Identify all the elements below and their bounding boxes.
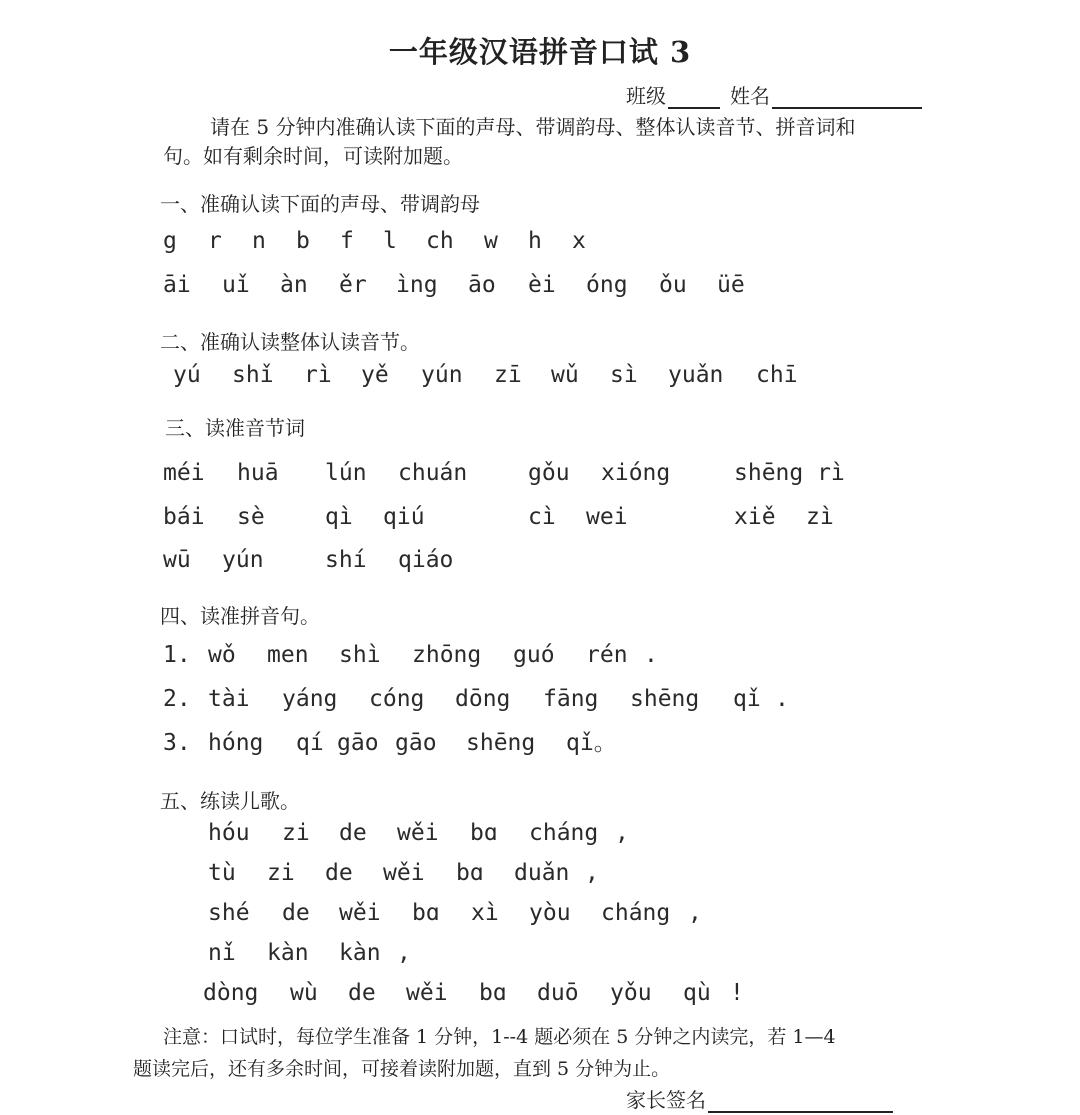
- class-blank[interactable]: [668, 85, 720, 109]
- initial-item: ch: [426, 228, 454, 254]
- rhyme-word: wù: [290, 980, 318, 1006]
- note-line-1: 注意：口试时，每位学生准备 1 分钟，1--4 题必须在 5 分钟之内读完，若 1—4: [163, 1026, 836, 1048]
- note-line-2: 题读完后，还有多余时间，可接着读附加题，直到 5 分钟为止。: [133, 1058, 671, 1080]
- final-item: óng: [586, 272, 628, 298]
- rhyme-word: bɑ: [456, 860, 484, 886]
- finals-row: [0, 270, 1080, 300]
- initial-item: h: [528, 228, 542, 254]
- rhyme-word: cháng: [601, 900, 671, 926]
- word-item: bái: [163, 504, 205, 530]
- rhyme-word: wěi: [406, 980, 448, 1006]
- word-row: [0, 545, 1080, 575]
- sentence-number: 3.: [163, 730, 191, 756]
- sentence-word: qǐ: [733, 686, 761, 712]
- rhyme-word: ,: [688, 900, 702, 926]
- rhyme-word: bɑ: [470, 820, 498, 846]
- word-item: sè: [237, 504, 265, 530]
- sentence-number: 2.: [163, 686, 191, 712]
- final-item: üē: [717, 272, 745, 298]
- class-name-line: [626, 80, 922, 109]
- rhyme-word: bɑ: [412, 900, 440, 926]
- syllable-item: wǔ: [551, 362, 579, 388]
- word-item: chuán: [398, 460, 468, 486]
- word-item: yún: [222, 547, 264, 573]
- word-item: méi: [163, 460, 205, 486]
- sentence-word: .: [644, 642, 658, 668]
- word-item: shí: [325, 547, 367, 573]
- rhyme-word: ,: [585, 860, 599, 886]
- rhyme-word: de: [339, 820, 367, 846]
- sentence-word: wǒ: [208, 642, 236, 668]
- initials-row: [0, 226, 1080, 256]
- rhyme-word: duǎn: [514, 860, 570, 886]
- word-item: gǒu: [528, 460, 570, 486]
- sentence-number: 1.: [163, 642, 191, 668]
- syllable-item: chī: [756, 362, 798, 388]
- sentence-row: [0, 684, 1080, 714]
- rhyme-word: dòng: [203, 980, 259, 1006]
- section4-heading: 四、读准拼音句。: [160, 604, 320, 628]
- rhyme-word: bɑ: [479, 980, 507, 1006]
- word-item: wū: [163, 547, 191, 573]
- rhyme-word: ,: [397, 940, 411, 966]
- final-item: èi: [528, 272, 556, 298]
- initial-item: x: [572, 228, 586, 254]
- sentence-word: zhōng: [412, 642, 482, 668]
- rhyme-word: cháng: [529, 820, 599, 846]
- final-item: àn: [280, 272, 308, 298]
- sentence-word: qǐ。: [566, 730, 617, 756]
- sentence-row: [0, 640, 1080, 670]
- rhyme-line: [0, 818, 1080, 848]
- parent-signature: [626, 1084, 893, 1113]
- rhyme-word: hóu: [208, 820, 250, 846]
- section1-heading: 一、准确认读下面的声母、带调韵母: [160, 192, 480, 216]
- syllable-item: yún: [421, 362, 463, 388]
- sentence-word: guó: [513, 642, 555, 668]
- rhyme-word: de: [348, 980, 376, 1006]
- initial-item: n: [252, 228, 266, 254]
- rhyme-word: yòu: [529, 900, 571, 926]
- word-item: xióng: [601, 460, 671, 486]
- rhyme-word: wěi: [397, 820, 439, 846]
- initial-item: r: [208, 228, 222, 254]
- rhyme-line: [0, 938, 1080, 968]
- initial-item: g: [163, 228, 177, 254]
- rhyme-word: !: [730, 980, 744, 1006]
- word-item: xiě: [734, 504, 776, 530]
- sentence-word: fāng: [543, 686, 599, 712]
- page-title: 一年级汉语拼音口试 3: [388, 35, 692, 69]
- word-item: qiáo: [398, 547, 454, 573]
- syllable-item: zī: [494, 362, 522, 388]
- intro-line-2: 句。如有剩余时间，可读附加题。: [163, 144, 463, 168]
- section5-heading: 五、练读儿歌。: [160, 789, 300, 813]
- final-item: ìng: [396, 272, 438, 298]
- rhyme-word: yǒu: [610, 980, 652, 1006]
- rhyme-line: [0, 978, 1080, 1008]
- word-item: lún: [325, 460, 367, 486]
- signature-blank[interactable]: [708, 1089, 893, 1113]
- sentence-word: gāo: [395, 730, 437, 756]
- rhyme-word: zi: [282, 820, 310, 846]
- rhyme-line: [0, 898, 1080, 928]
- sentence-word: .: [775, 686, 789, 712]
- sentence-word: gāo: [337, 730, 379, 756]
- rhyme-word: kàn: [339, 940, 381, 966]
- rhyme-word: xì: [471, 900, 499, 926]
- section3-heading: 三、读准音节词: [165, 416, 305, 440]
- word-item: qì: [325, 504, 353, 530]
- final-item: ěr: [339, 272, 367, 298]
- word-item: zì: [806, 504, 834, 530]
- sentence-word: shēng: [630, 686, 700, 712]
- syllable-item: sì: [610, 362, 638, 388]
- rhyme-word: de: [325, 860, 353, 886]
- rhyme-word: ,: [615, 820, 629, 846]
- sentence-word: yáng: [282, 686, 338, 712]
- final-item: uǐ: [222, 272, 250, 298]
- signature-label: 家长签名: [626, 1088, 706, 1112]
- final-item: āi: [163, 272, 191, 298]
- name-blank[interactable]: [772, 85, 922, 109]
- rhyme-word: wěi: [339, 900, 381, 926]
- syllable-item: shǐ: [232, 362, 274, 388]
- initial-item: l: [383, 228, 397, 254]
- rhyme-word: de: [282, 900, 310, 926]
- sentence-word: shēng: [466, 730, 536, 756]
- final-item: āo: [468, 272, 496, 298]
- rhyme-word: duō: [537, 980, 579, 1006]
- name-label: 姓名: [730, 84, 770, 108]
- rhyme-word: shé: [208, 900, 250, 926]
- word-row: [0, 458, 1080, 488]
- sentence-word: men: [267, 642, 309, 668]
- syllables-row: [0, 360, 1080, 390]
- initial-item: w: [484, 228, 498, 254]
- sentence-word: qí: [296, 730, 324, 756]
- syllable-item: yuǎn: [668, 362, 724, 388]
- word-item: shēng rì: [734, 460, 845, 486]
- rhyme-word: nǐ: [208, 940, 236, 966]
- rhyme-word: kàn: [267, 940, 309, 966]
- sentence-row: [0, 728, 1080, 758]
- section2-heading: 二、准确认读整体认读音节。: [160, 330, 420, 354]
- initial-item: f: [340, 228, 354, 254]
- sentence-word: shì: [339, 642, 381, 668]
- word-row: [0, 502, 1080, 532]
- word-item: qiú: [383, 504, 425, 530]
- syllable-item: yě: [361, 362, 389, 388]
- syllable-item: rì: [304, 362, 332, 388]
- word-item: cì: [528, 504, 556, 530]
- rhyme-word: wěi: [383, 860, 425, 886]
- intro-line-1: 请在 5 分钟内准确认读下面的声母、带调韵母、整体认读音节、拼音词和: [210, 115, 856, 139]
- syllable-item: yú: [173, 362, 201, 388]
- rhyme-line: [0, 858, 1080, 888]
- word-item: wei: [586, 504, 628, 530]
- word-item: huā: [237, 460, 279, 486]
- sentence-word: cóng: [369, 686, 425, 712]
- rhyme-word: zi: [267, 860, 295, 886]
- sentence-word: dōng: [455, 686, 511, 712]
- initial-item: b: [296, 228, 310, 254]
- sentence-word: hóng: [208, 730, 264, 756]
- class-label: 班级: [626, 84, 666, 108]
- rhyme-word: qù: [683, 980, 711, 1006]
- sentence-word: tài: [208, 686, 250, 712]
- sentence-word: rén: [586, 642, 628, 668]
- rhyme-word: tù: [208, 860, 236, 886]
- final-item: ǒu: [659, 272, 687, 298]
